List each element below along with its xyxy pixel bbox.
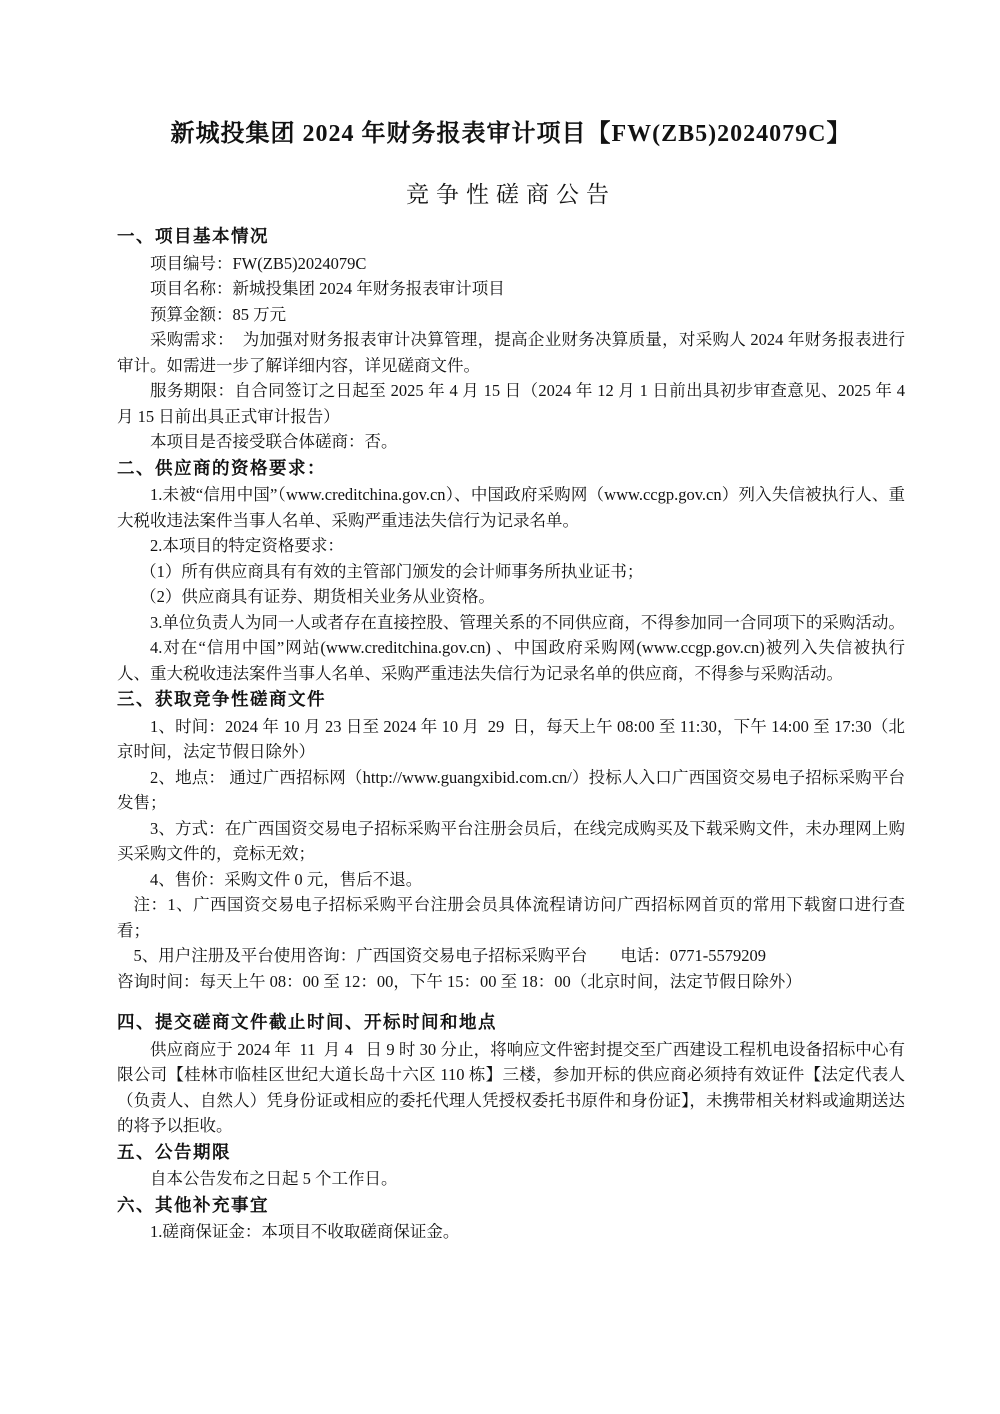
paragraph-obtain-time: 1、时间：2024 年 10 月 23 日至 2024 年 10 月 29 日，每天上午 08:00 至 11:30，下午 14:00 至 17:30（北京时间，法定节假日除外） (117, 716, 905, 761)
paragraph-obtain-method: 3、方式：在广西国资交易电子招标采购平台注册会员后，在线完成购买及下载采购文件，未办理网上购买采购文件的，竞标无效； (117, 818, 905, 863)
paragraph-service-period: 服务期限：自合同签订之日起至 2025 年 4 月 15 日（2024 年 12 月 1 日前出具初步审查意见、2025 年 4 月 15 日前出具正式审计报告） (117, 381, 910, 426)
section-heading-supplier-qualification: 二、供应商的资格要求： (117, 457, 326, 478)
paragraph-budget-amount: 预算金额：85 万元 (150, 304, 287, 324)
paragraph-consult-hours: 咨询时间：每天上午 08：00 至 12：00，下午 15：00 至 18：00（北京时间，法定节假日除外） (117, 971, 802, 991)
paragraph-deposit: 1.磋商保证金：本项目不收取磋商保证金。 (150, 1222, 460, 1241)
paragraph-note-register: 注：1、广西国资交易电子招标采购平台注册会员具体流程请访问广西招标网首页的常用下载窗口进行查看； (117, 895, 905, 940)
section-heading-obtain-documents: 三、获取竞争性磋商文件 (117, 689, 326, 709)
document-subtitle: 竞争性磋商公告 (406, 182, 616, 207)
paragraph-announcement-period: 自本公告发布之日起 5 个工作日。 (150, 1169, 398, 1188)
section-heading-other-matters: 六、其他补充事宜 (117, 1194, 269, 1215)
paragraph-project-name: 项目名称：新城投集团 2024 年财务报表审计项目 (150, 279, 505, 298)
section-heading-announcement-period: 五、公告期限 (117, 1141, 231, 1162)
paragraph-consortium: 本项目是否接受联合体磋商：否。 (150, 432, 398, 451)
paragraph-qualification-2-1: （1）所有供应商具有有效的主管部门颁发的会计师事务所执业证书； (140, 561, 644, 581)
paragraph-obtain-price: 4、售价：采购文件 0 元，售后不退。 (150, 869, 423, 889)
paragraph-qualification-4: 4.对在“信用中国”网站(www.creditchina.gov.cn) 、中国政府采购网(www.ccgp.gov.cn)被列入失信被执行人、重大税收违法案件当事人名单、采购严重违法失信行为记录名单的供应商，不得参与采购活动。 (117, 638, 905, 683)
paragraph-qualification-3: 3.单位负责人为同一人或者存在直接控股、管理关系的不同供应商，不得参加同一合同项下的采购活动。 (150, 612, 905, 632)
paragraph-qualification-2: 2.本项目的特定资格要求： (150, 536, 344, 555)
document-title: 新城投集团 2024 年财务报表审计项目【FW(ZB5)2024079C】 (170, 121, 852, 147)
paragraph-qualification-1: 1.未被“信用中国”（www.creditchina.gov.cn）、中国政府采购网（www.ccgp.gov.cn）列入失信被执行人、重大税收违法案件当事人名单、采购严重违法失信行为记录名单。 (117, 485, 905, 530)
paragraph-project-number: 项目编号：FW(ZB5)2024079C (150, 253, 367, 273)
paragraph-qualification-2-2: （2）供应商具有证券、期货相关业务从业资格。 (140, 587, 495, 606)
section-heading-deadline-opening: 四、提交磋商文件截止时间、开标时间和地点 (117, 1012, 497, 1032)
paragraph-platform-phone: 5、用户注册及平台使用咨询：广西国资交易电子招标采购平台 电话：0771-5579209 (133, 946, 766, 965)
paragraph-procurement-need: 采购需求： 为加强对财务报表审计决算管理，提高企业财务决算质量，对采购人 2024 年财务报表进行审计。如需进一步了解详细内容，详见磋商文件。 (117, 330, 905, 375)
paragraph-obtain-place: 2、地点： 通过广西招标网（http://www.guangxibid.com.cn/）投标人入口广西国资交易电子招标采购平台发售； (117, 767, 905, 812)
section-heading-basic-info: 一、项目基本情况 (117, 226, 269, 246)
paragraph-submission-deadline: 供应商应于 2024 年 11 月 4 日 9 时 30 分止，将响应文件密封提交至广西建设工程机电设备招标中心有限公司【桂林市临桂区世纪大道长岛十六区 110 栋】三楼，参加开标的供应商必须持有效证件【法定代表人（负责人、自然人）凭身份证或相应的委托代理人凭授权委托书原件和身份证】，未携带相关材料或逾期送达的将予以拒收。 (117, 1039, 905, 1135)
